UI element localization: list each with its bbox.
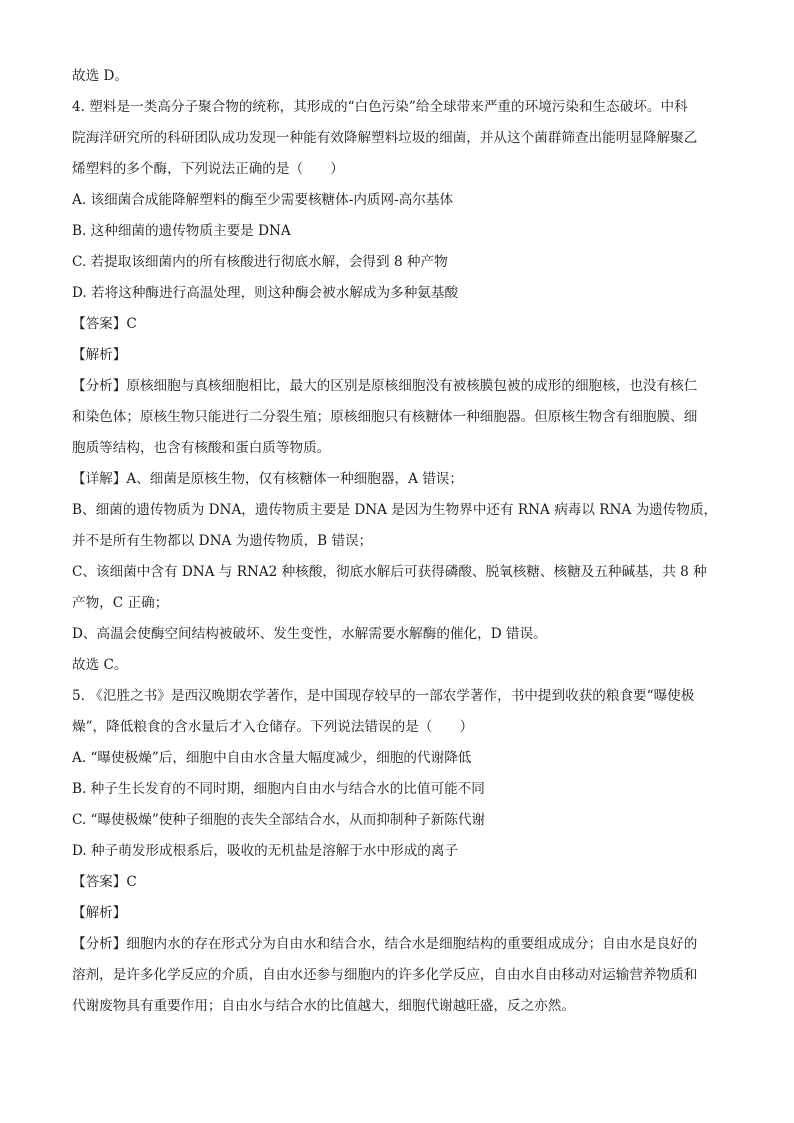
analysis-text: 和染色体；原核生物只能进行二分裂生殖；原核细胞只有核糖体一种细胞器。但原核生物含有细胞膜、细 (72, 409, 698, 425)
option-c: C. 若提取该细菌内的所有核酸进行彻底水解，会得到 8 种产物 (72, 254, 448, 270)
option-b: B. 种子生长发育的不同时期，细胞内自由水与结合水的比值可能不同 (72, 781, 485, 797)
analysis-label: 【解析】 (72, 905, 127, 921)
question-4-stem: 烯塑料的多个酶，下列说法正确的是（ ） (72, 161, 344, 177)
option-a: A. 该细菌合成能降解塑料的酶至少需要核糖体-内质网-高尔基体 (72, 192, 454, 208)
question-4-stem: 4. 塑料是一类高分子聚合物的统称，其形成的“白色污染”给全球带来严重的环境污染和生态破坏。中科 (72, 99, 688, 115)
text-line: 故选 D。 (72, 68, 129, 84)
analysis-text: 溶剂，是许多化学反应的介质，自由水还参与细胞内的许多化学反应，自由水自由移动对运输营养物质和 (72, 967, 698, 983)
detail-text: 【详解】A、细菌是原核生物，仅有核糖体一种细胞器，A 错误； (72, 471, 463, 487)
option-c: C. “曝使极燥”使种子细胞的丧失全部结合水，从而抑制种子新陈代谢 (72, 812, 486, 828)
question-4-stem: 院海洋研究所的科研团队成功发现一种能有效降解塑料垃圾的细菌，并从这个菌群筛查出能明显降解聚乙 (72, 130, 698, 146)
question-5-stem: 燥”，降低粮食的含水量后才入仓储存。下列说法错误的是（ ） (72, 719, 474, 735)
answer-label: 【答案】C (72, 874, 137, 890)
analysis-text: 【分析】细胞内水的存在形式分为自由水和结合水，结合水是细胞结构的重要组成成分；自由水是良好的 (72, 936, 698, 952)
question-5-stem: 5. 《氾胜之书》是西汉晚期农学著作，是中国现存较早的一部农学著作，书中提到收获的粮食要“曝使极 (72, 688, 695, 704)
detail-text: C、该细菌中含有 DNA 与 RNA2 种核酸，彻底水解后可获得磷酸、脱氧核糖、核糖及五种碱基，共 8 种 (72, 564, 707, 580)
detail-text: 产物，C 正确； (72, 595, 169, 611)
detail-text: B、细菌的遗传物质为 DNA，遗传物质主要是 DNA 是因为生物界中还有 RNA 病毒以 RNA 为遗传物质， (72, 502, 718, 518)
analysis-text: 代谢废物具有重要作用；自由水与结合水的比值越大，细胞代谢越旺盛，反之亦然。 (72, 998, 575, 1014)
option-b: B. 这种细菌的遗传物质主要是 DNA (72, 223, 291, 239)
analysis-text: 胞质等结构，也含有核酸和蛋白质等物质。 (72, 440, 331, 456)
text-line: 故选 C。 (72, 657, 128, 673)
option-d: D. 若将这种酶进行高温处理，则这种酶会被水解成为多种氨基酸 (72, 285, 459, 301)
analysis-label: 【解析】 (72, 347, 127, 363)
answer-label: 【答案】C (72, 316, 137, 332)
option-d: D. 种子萌发形成根系后，吸收的无机盐是溶解于水中形成的离子 (72, 843, 459, 859)
detail-text: D、高温会使酶空间结构被破坏、发生变性，水解需要水解酶的催化，D 错误。 (72, 626, 547, 642)
option-a: A. “曝使极燥”后，细胞中自由水含量大幅度减少，细胞的代谢降低 (72, 750, 472, 766)
analysis-text: 【分析】原核细胞与真核细胞相比，最大的区别是原核细胞没有被核膜包被的成形的细胞核，也没有核仁 (72, 378, 698, 394)
detail-text: 并不是所有生物都以 DNA 为遗传物质，B 错误； (72, 533, 373, 549)
